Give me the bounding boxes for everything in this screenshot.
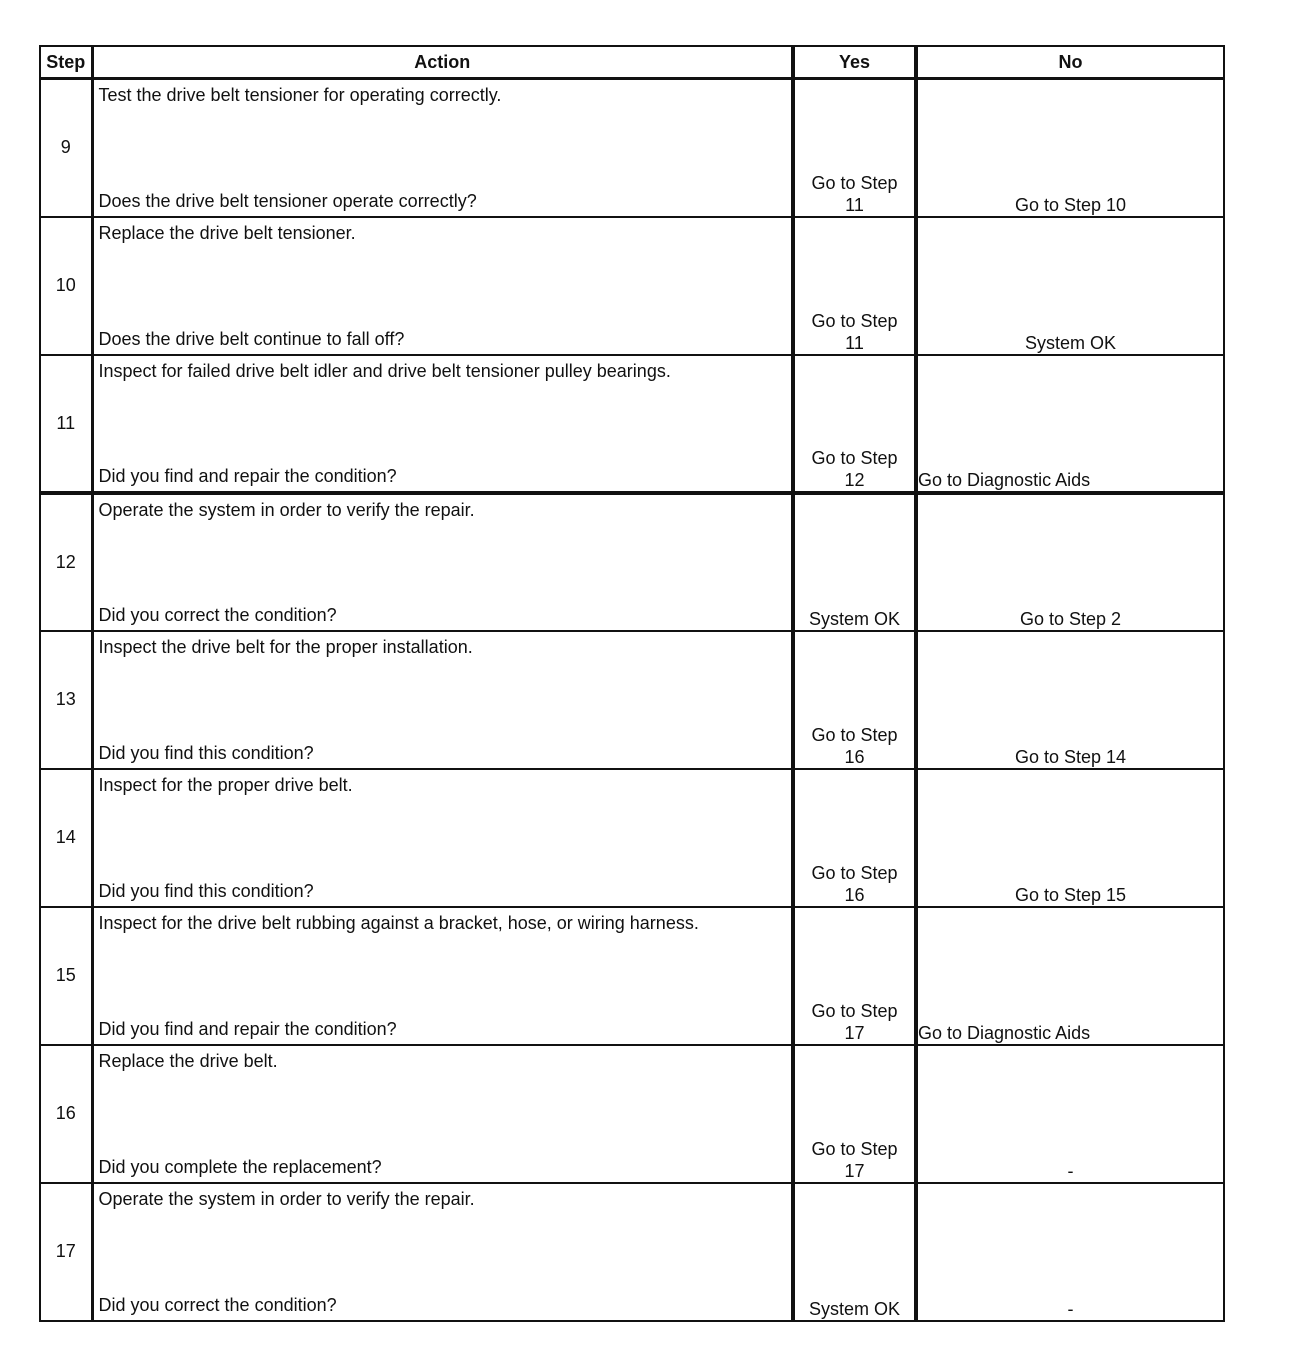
yes-line-1: Go to Step: [811, 447, 898, 468]
question-text: Did you find and repair the condition?: [98, 1018, 397, 1039]
action-text: Replace the drive belt.: [98, 1050, 278, 1071]
action-text: Inspect for the proper drive belt.: [98, 774, 353, 795]
no-cell: Go to Step 2: [916, 493, 1224, 631]
action-cell: [92, 355, 793, 493]
yes-cell: [793, 1045, 916, 1183]
action-text: Test the drive belt tensioner for operating correctly.: [98, 85, 502, 105]
yes-line-1: Go to Step: [811, 1138, 898, 1159]
no-cell: Go to Step 10: [916, 79, 1224, 217]
yes-line-1: Go to Step: [811, 310, 898, 331]
header-no: No: [916, 46, 1224, 79]
action-text: Inspect for failed drive belt idler and drive belt tensioner pulley bearings.: [98, 360, 671, 381]
yes-line-2: 17: [844, 1160, 865, 1181]
yes-cell: [793, 631, 916, 769]
step-number: 10: [40, 217, 92, 355]
question-text: Did you find this condition?: [98, 742, 314, 763]
table-row: [40, 1045, 1224, 1183]
yes-line-1: Go to Step: [811, 724, 898, 745]
action-cell: [92, 1183, 793, 1321]
yes-line-2: System OK: [808, 608, 901, 629]
yes-cell: [793, 769, 916, 907]
question-text: Does the drive belt continue to fall off?: [98, 328, 405, 349]
yes-line-1: Go to Step: [811, 172, 898, 193]
action-text: Replace the drive belt tensioner.: [98, 222, 356, 243]
header-yes: Yes: [793, 46, 916, 79]
action-cell: [92, 907, 793, 1045]
action-text: Operate the system in order to verify the repair.: [98, 499, 475, 520]
table-row: [40, 769, 1224, 907]
table-row: [40, 907, 1224, 1045]
table-row: [40, 355, 1224, 493]
header-step: Step: [40, 46, 92, 79]
no-cell: Go to Step 15: [916, 769, 1224, 907]
action-cell: [92, 1045, 793, 1183]
table-row: [40, 493, 1224, 631]
yes-cell: [793, 1183, 916, 1321]
step-number: 16: [40, 1045, 92, 1183]
step-number: 13: [40, 631, 92, 769]
action-cell: [92, 769, 793, 907]
step-number: 9: [40, 79, 92, 217]
step-number: 15: [40, 907, 92, 1045]
step-number: 17: [40, 1183, 92, 1321]
no-cell: Go to Step 14: [916, 631, 1224, 769]
action-cell: [92, 79, 793, 217]
action-text: Inspect the drive belt for the proper installation.: [98, 636, 473, 657]
table-row: [40, 631, 1224, 769]
no-cell: System OK: [916, 217, 1224, 355]
question-text: Did you correct the condition?: [98, 604, 337, 625]
yes-line-2: 16: [844, 746, 865, 767]
yes-line-2: System OK: [808, 1298, 901, 1319]
yes-line-2: 11: [845, 332, 864, 353]
yes-cell: [793, 79, 916, 217]
yes-line-1: Go to Step: [811, 862, 898, 883]
no-cell: -: [916, 1045, 1224, 1183]
yes-line-2: 16: [844, 884, 865, 905]
step-number: 12: [40, 493, 92, 631]
action-cell: [92, 631, 793, 769]
question-text: Does the drive belt tensioner operate correctly?: [98, 190, 477, 211]
action-text: Inspect for the drive belt rubbing against a bracket, hose, or wiring harness.: [98, 912, 699, 933]
question-text: Did you find this condition?: [98, 880, 314, 901]
action-cell: [92, 493, 793, 631]
no-cell: Go to Diagnostic Aids: [916, 355, 1224, 493]
table-row: [40, 1183, 1224, 1321]
table-row: [40, 79, 1224, 217]
question-text: Did you find and repair the condition?: [98, 465, 397, 486]
yes-line-2: 11: [845, 194, 864, 215]
step-number: 14: [40, 769, 92, 907]
question-text: Did you complete the replacement?: [98, 1156, 382, 1177]
yes-cell: [793, 493, 916, 631]
yes-line-1: Go to Step: [811, 1000, 898, 1021]
action-text: Operate the system in order to verify the repair.: [98, 1188, 475, 1209]
yes-cell: [793, 355, 916, 493]
table-row: [40, 217, 1224, 355]
no-cell: Go to Diagnostic Aids: [916, 907, 1224, 1045]
question-text: Did you correct the condition?: [98, 1294, 337, 1315]
action-cell: [92, 217, 793, 355]
yes-line-2: 12: [844, 469, 865, 490]
yes-cell: [793, 217, 916, 355]
yes-line-2: 17: [844, 1022, 865, 1043]
header-action: Action: [92, 46, 793, 79]
yes-cell: [793, 907, 916, 1045]
step-number: 11: [40, 355, 92, 493]
diagnostic-table: [39, 45, 1225, 1322]
no-cell: -: [916, 1183, 1224, 1321]
header-row: [40, 46, 1224, 79]
